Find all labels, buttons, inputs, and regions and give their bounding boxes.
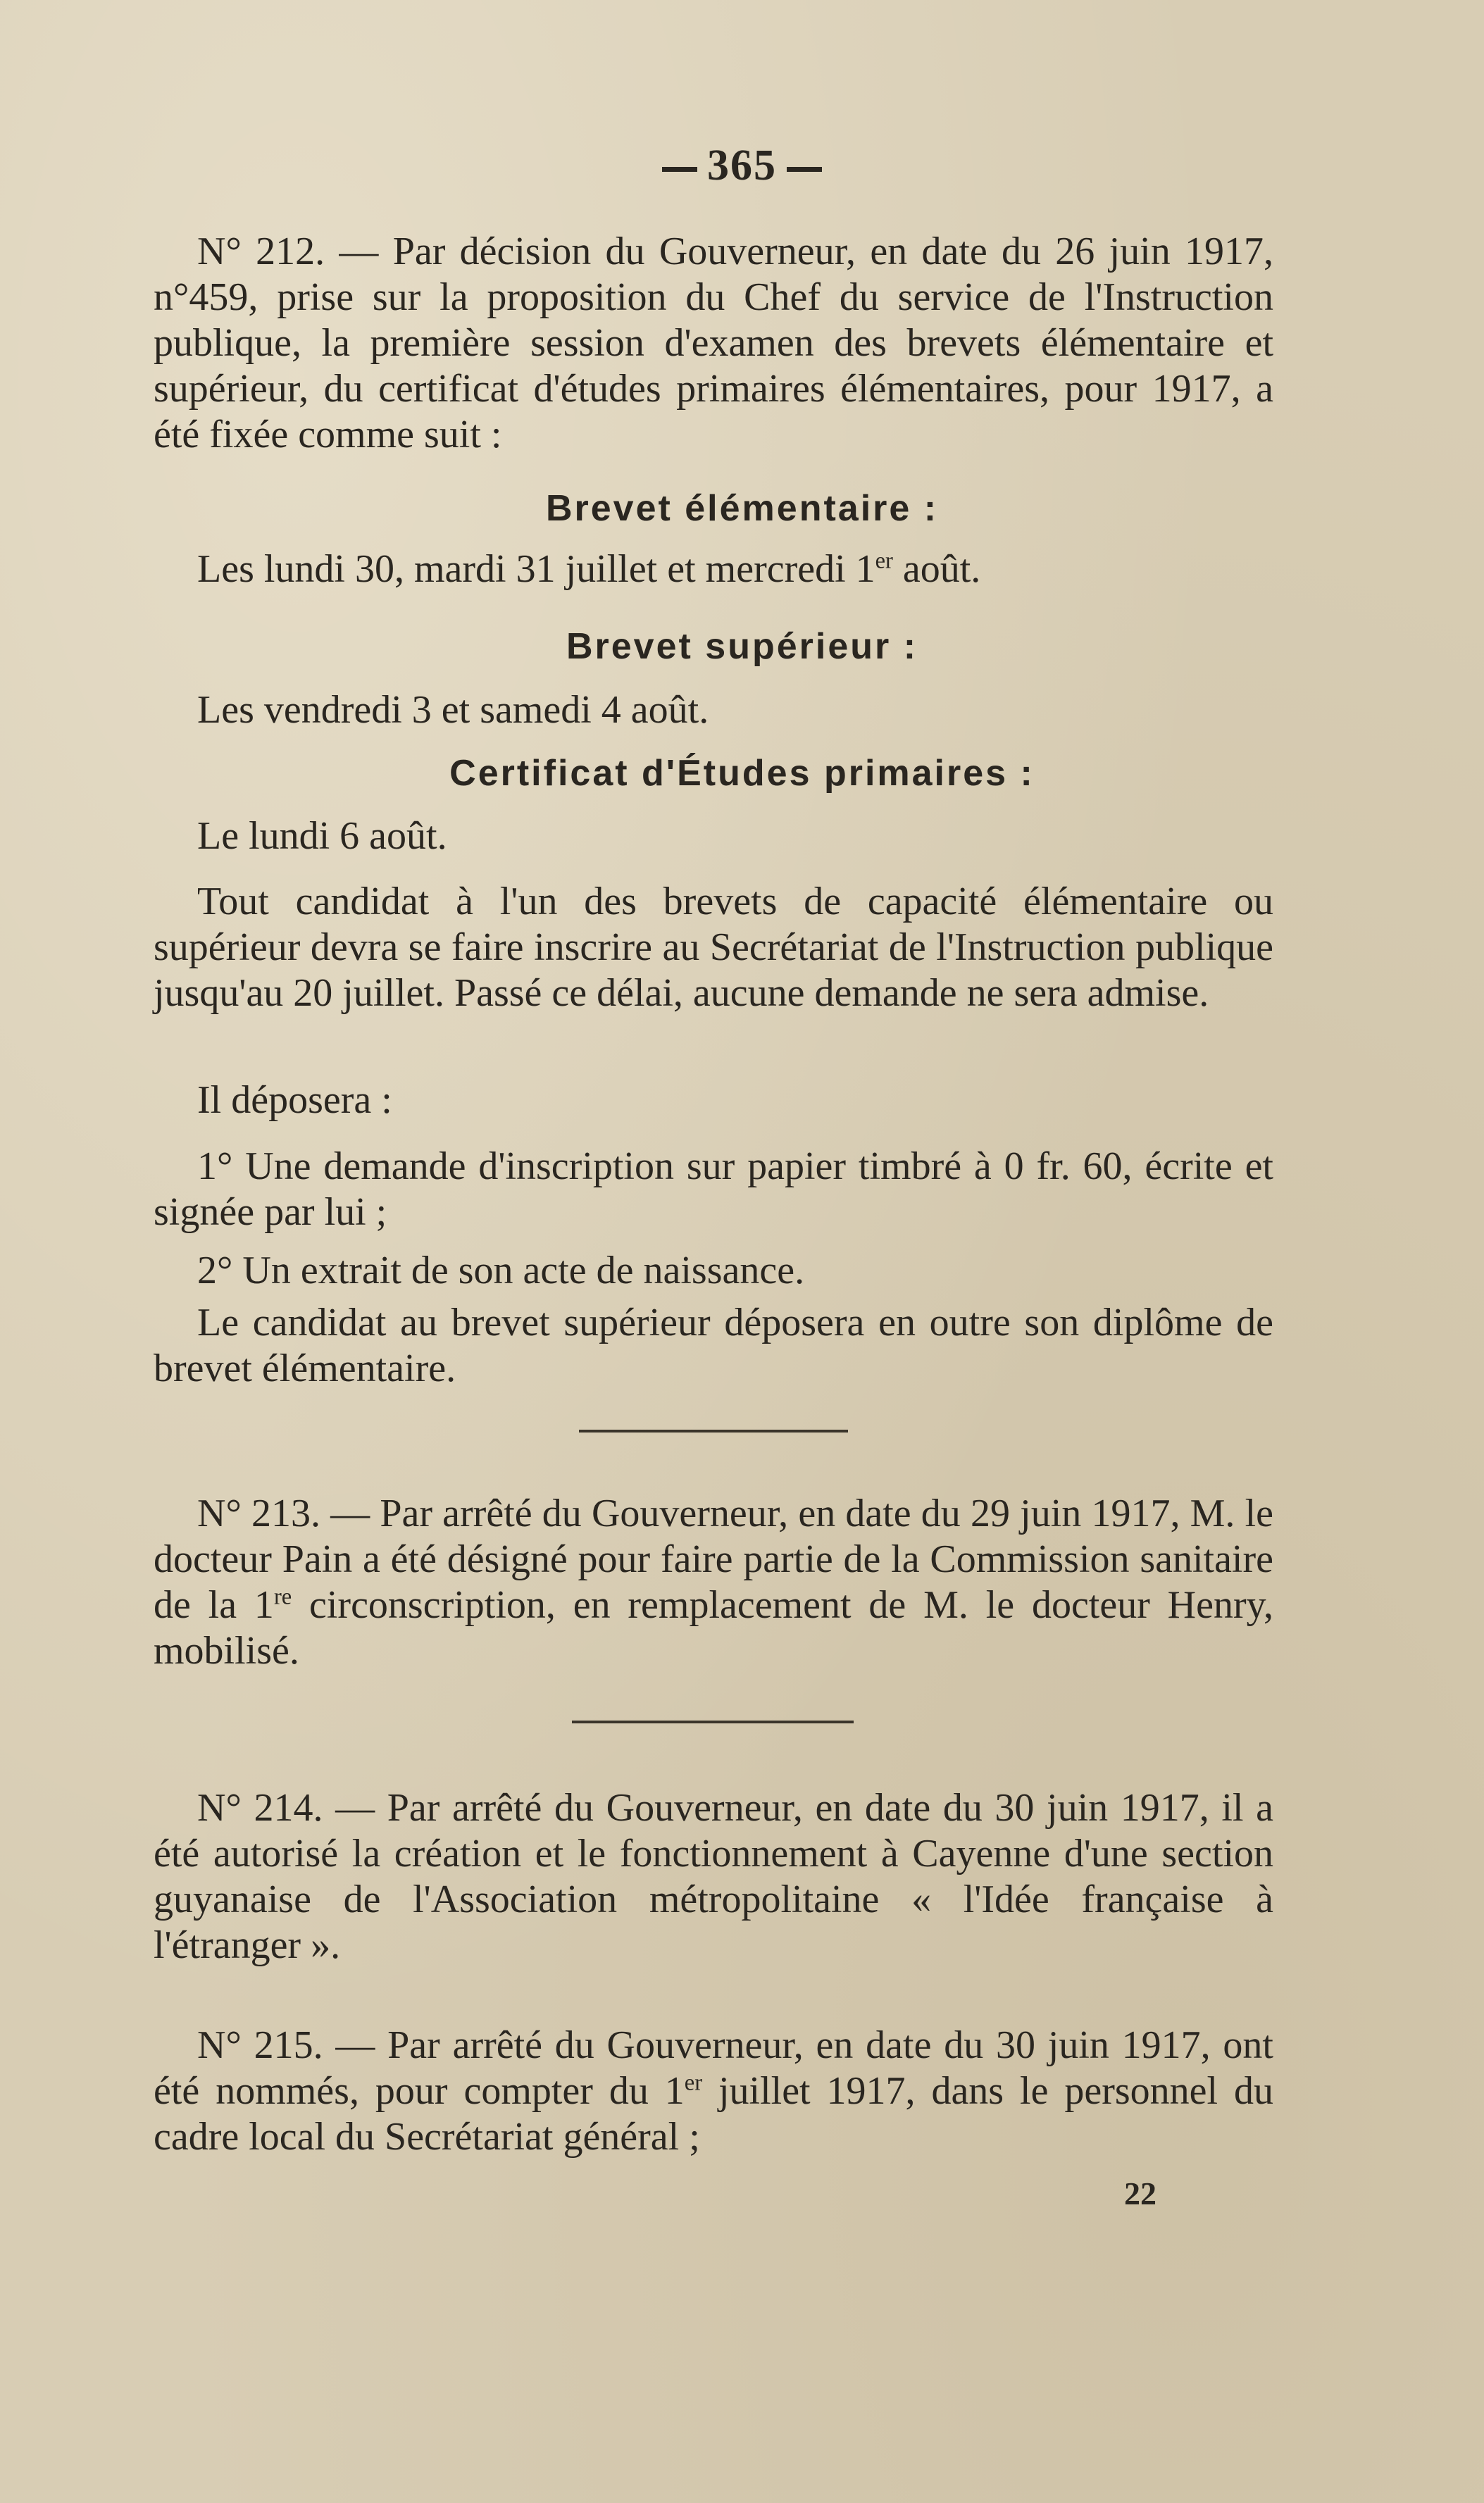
list-item-2: 2° Un extrait de son acte de naissance. bbox=[197, 1249, 805, 1292]
paragraph-215 bbox=[154, 2023, 1273, 2160]
page-number bbox=[0, 141, 1484, 191]
para213-part2: circonscription, en remplacement de M. le docteur Henry, mobilisé. bbox=[154, 1583, 1273, 1673]
heading-brevet-superieur: Brevet supérieur : bbox=[566, 626, 918, 667]
dates-elementaire-sup: er bbox=[875, 548, 893, 574]
para215-sup: er bbox=[684, 2070, 703, 2096]
il-deposera: Il déposera : bbox=[197, 1078, 392, 1122]
paragraph-213 bbox=[154, 1491, 1273, 1674]
signature-mark: 22 bbox=[1124, 2176, 1156, 2211]
heading-brevet-elementaire: Brevet élémentaire : bbox=[545, 488, 939, 529]
folio-dash-left bbox=[662, 167, 697, 172]
dates-brevet-superieur: Les vendredi 3 et samedi 4 août. bbox=[197, 688, 709, 732]
paragraph-214: N° 214. — Par arrêté du Gouverneur, en date du 30 juin 1917, il a été autorisé la création et le fonctionnement à Cayenne d'une section guyanaise de l'Association métropolitaine « l'Idée française à l'étranger ». bbox=[154, 1786, 1273, 1967]
dates-certificat: Le lundi 6 août. bbox=[197, 814, 447, 858]
para213-sup: re bbox=[273, 1584, 292, 1610]
para215-part2: juillet 1917, dans le personnel du cadre local du Secrétariat général ; bbox=[154, 2069, 1274, 2159]
heading-certificat-etudes: Certificat d'Études primaires : bbox=[449, 753, 1035, 794]
list-item-1: 1° Une demande d'inscription sur papier timbré à 0 fr. 60, écrite et signée par lui ; bbox=[154, 1144, 1273, 1234]
paragraph-212: N° 212. — Par décision du Gouverneur, en date du 26 juin 1917, n°459, prise sur la proposition du Chef du service de l'Instruction publique, la première session d'examen des brevets élémentaire et supérieur, du certificat d'études primaires élémentaires, pour 1917, a été fixée comme suit : bbox=[154, 230, 1273, 456]
separator-rule-1 bbox=[579, 1430, 848, 1432]
dates-elementaire-suffix: août. bbox=[892, 547, 981, 591]
folio-dash-right bbox=[787, 167, 822, 172]
para213-part1: N° 213. — Par arrêté du Gouverneur, en date du 29 juin 1917, M. le docteur Pain a été désigné pour faire partie de la Commission sanitaire de la 1 bbox=[154, 1492, 1273, 1627]
page-number-value: 365 bbox=[707, 142, 777, 189]
paragraph-candidat: Tout candidat à l'un des brevets de capacité élémentaire ou supérieur devra se faire inscrire au Secrétariat de l'Instruction publique jusqu'au 20 juillet. Passé ce délai, aucune demande ne sera admise. bbox=[154, 880, 1273, 1015]
dates-brevet-elementaire bbox=[197, 547, 1268, 592]
dates-elementaire-prefix: Les lundi 30, mardi 31 juillet et mercredi 1 bbox=[197, 547, 875, 591]
paragraph-brevet-superieur: Le candidat au brevet supérieur déposera en outre son diplôme de brevet élémentaire. bbox=[154, 1301, 1273, 1390]
separator-rule-2 bbox=[572, 1721, 854, 1723]
para215-part1: N° 215. — Par arrêté du Gouverneur, en date du 30 juin 1917, ont été nommés, pour compter du 1 bbox=[154, 2023, 1273, 2113]
